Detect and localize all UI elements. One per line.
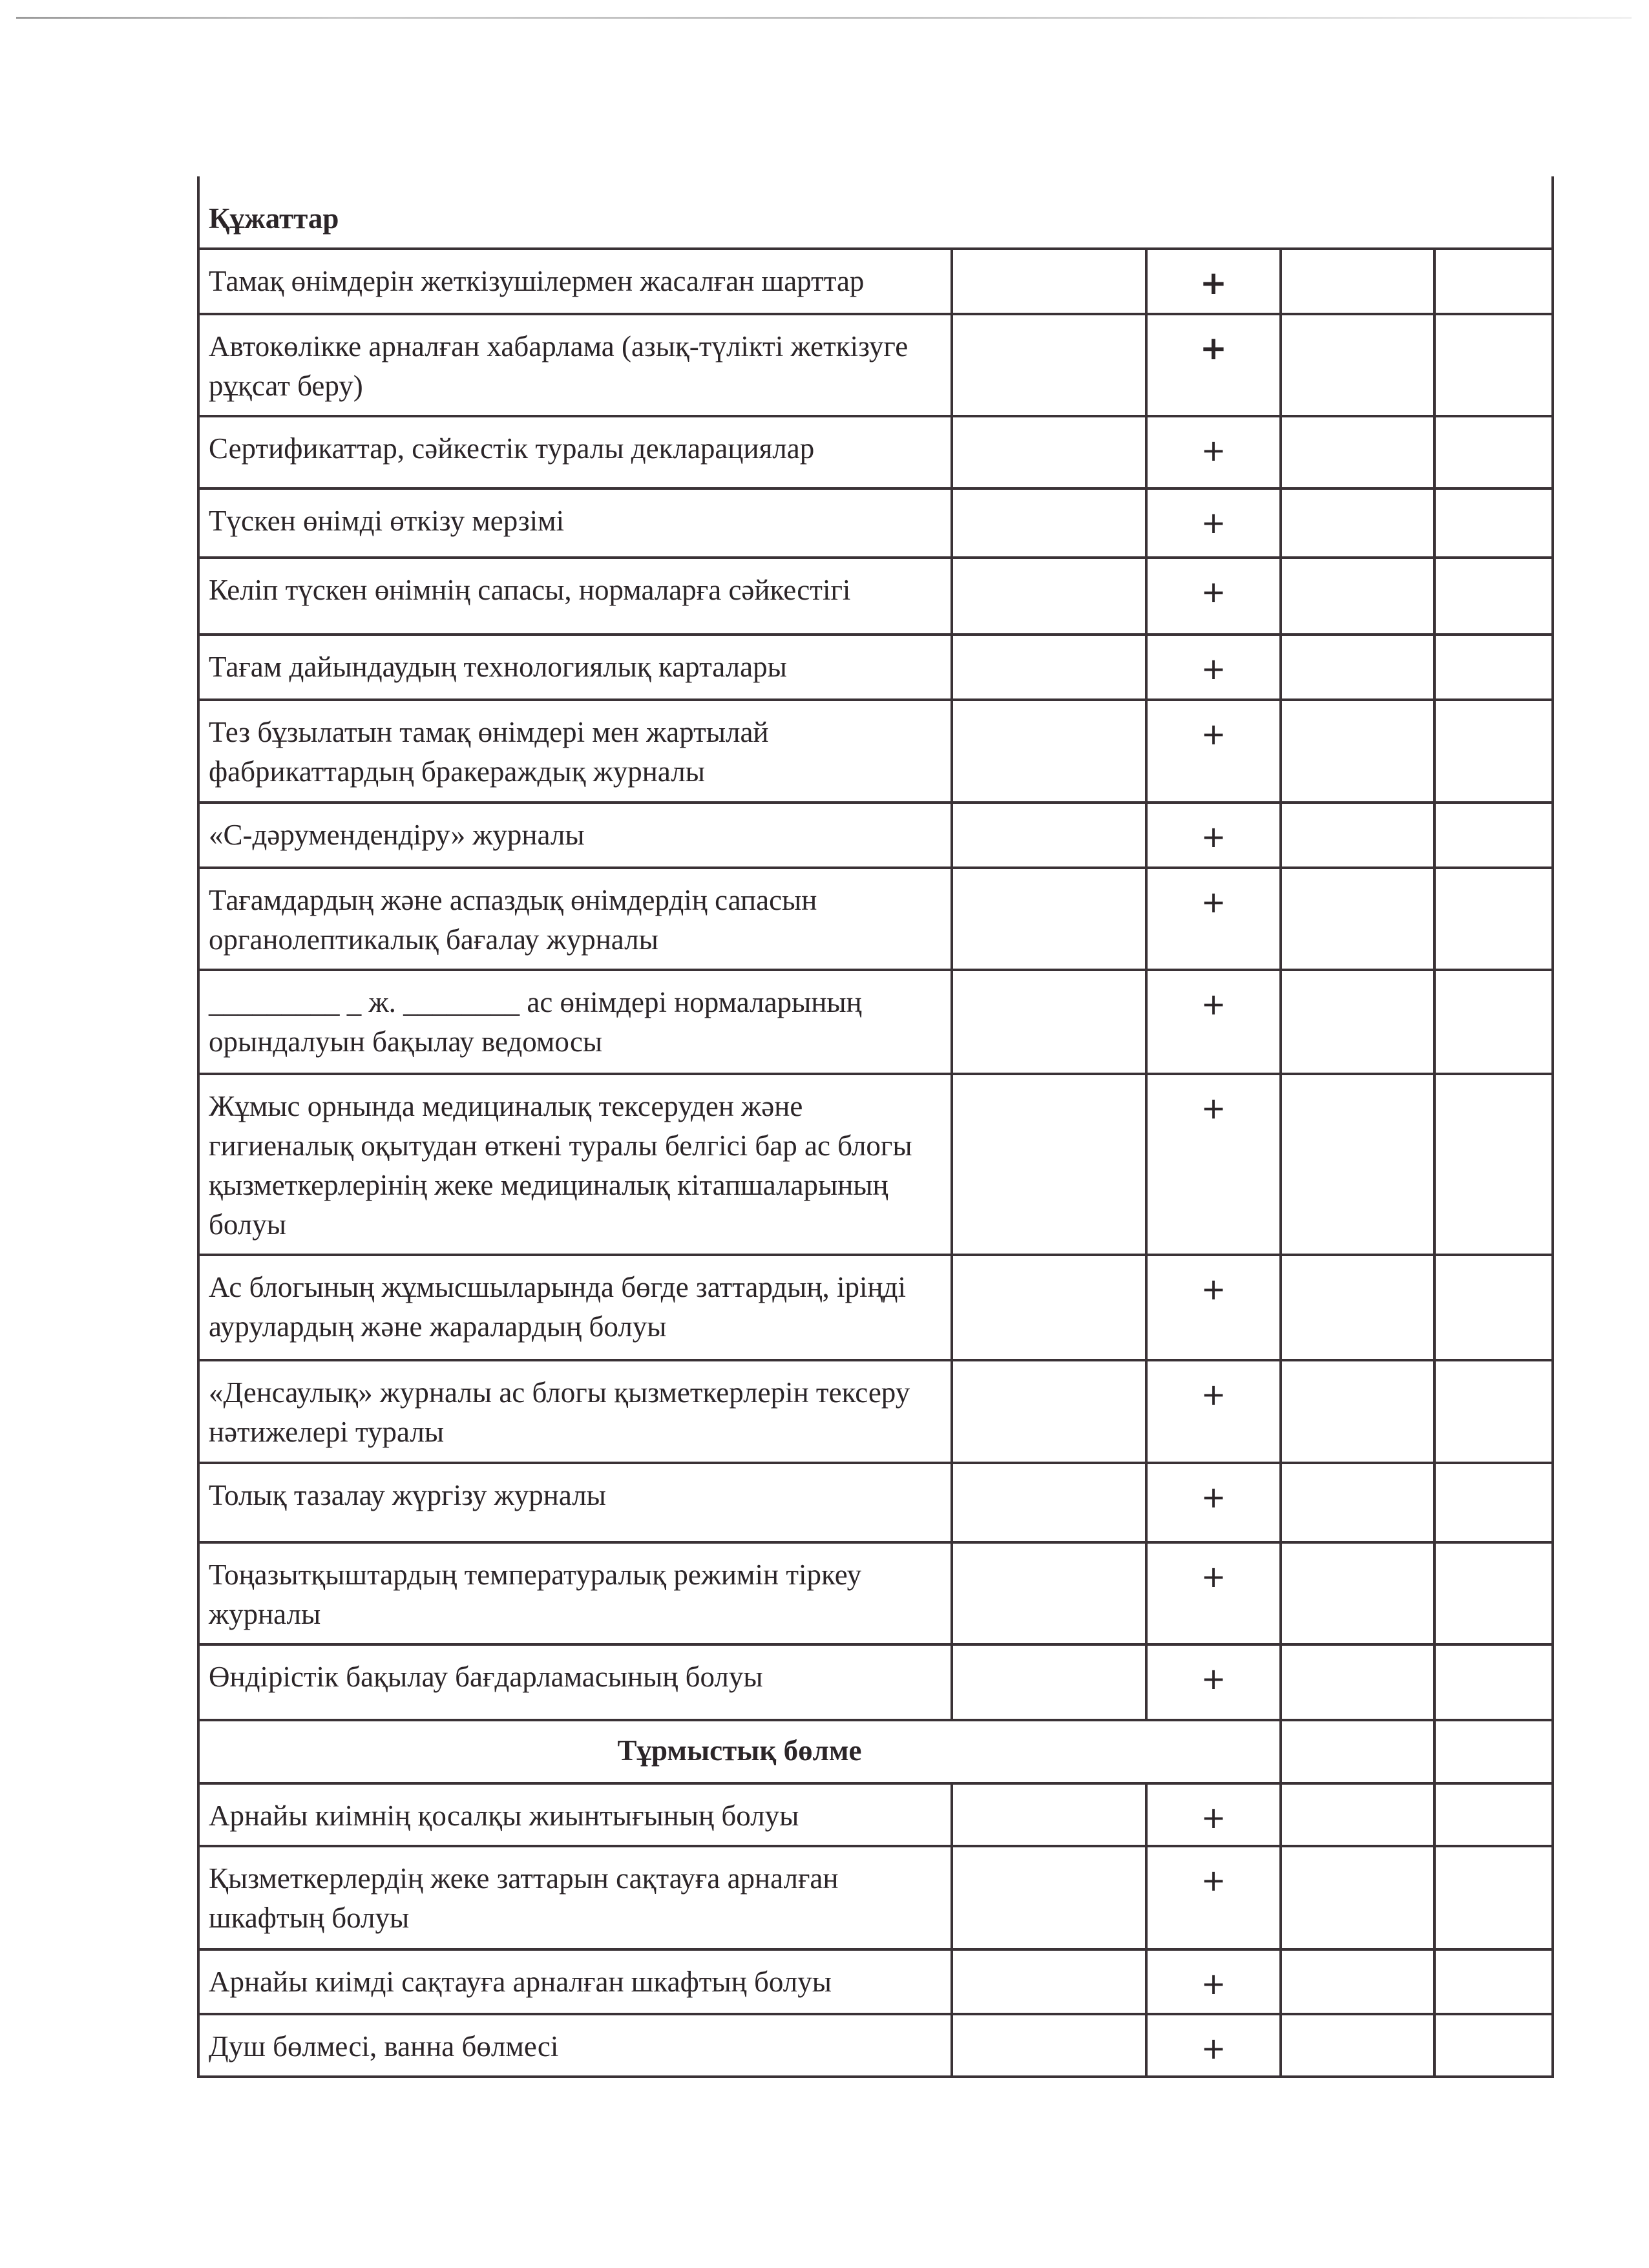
table-row	[198, 868, 1553, 970]
column-d-cell	[1434, 249, 1553, 314]
column-a-cell	[952, 1846, 1146, 1949]
item-label: Қызметкерлердің жеке заттарын сақтауға арналған шкафтың болуы	[209, 1862, 839, 1934]
column-d-cell	[1434, 1644, 1553, 1720]
plus-mark-icon: +	[1201, 651, 1226, 686]
plus-mark-icon: +	[1201, 987, 1226, 1022]
item-label: «С-дәрумендендіру» журналы	[209, 819, 585, 851]
mark-cell	[1146, 1074, 1281, 1255]
column-d-cell	[1434, 488, 1553, 558]
item-label: Тағам дайындаудың технологиялық карталары	[209, 651, 787, 683]
column-c-cell	[1281, 249, 1434, 314]
plus-mark-icon: +	[1201, 574, 1226, 609]
table-row	[198, 803, 1553, 868]
column-a-cell	[952, 1644, 1146, 1720]
plus-mark-icon: +	[1201, 1272, 1226, 1307]
column-a-cell	[952, 1255, 1146, 1360]
plus-mark-icon: +	[1200, 264, 1227, 302]
mark-cell	[1146, 1949, 1281, 2014]
column-d-cell	[1434, 416, 1553, 488]
column-c-cell	[1281, 970, 1434, 1074]
column-d-cell	[1434, 1542, 1553, 1644]
mark-cell	[1146, 1783, 1281, 1846]
column-c-cell	[1281, 1949, 1434, 2014]
column-c-cell	[1281, 1463, 1434, 1542]
mark-cell	[1146, 635, 1281, 700]
column-c-cell	[1281, 635, 1434, 700]
column-d-cell	[1434, 1783, 1553, 1846]
column-a-cell	[952, 970, 1146, 1074]
section-title: Құжаттар	[209, 202, 339, 235]
plus-mark-icon: +	[1201, 1661, 1226, 1696]
column-d-cell	[1434, 1074, 1553, 1255]
column-c-cell	[1281, 868, 1434, 970]
item-label: Тамақ өнімдерін жеткізушілермен жасалған шарттар	[209, 265, 865, 297]
item-cell	[198, 803, 952, 868]
item-label: _________ _ ж. ________ ас өнімдері нормаларының орындалуын бақылау ведомосы	[209, 986, 862, 1058]
plus-mark-icon: +	[1201, 1559, 1226, 1594]
item-cell	[198, 314, 952, 416]
section-header-cell	[198, 1720, 1281, 1783]
column-c-cell	[1281, 1255, 1434, 1360]
plus-mark-icon: +	[1201, 433, 1226, 468]
mark-cell	[1146, 1463, 1281, 1542]
table-row	[198, 558, 1553, 635]
table-row	[198, 1846, 1553, 1949]
column-a-cell	[952, 488, 1146, 558]
item-cell	[198, 1074, 952, 1255]
plus-mark-icon: +	[1201, 1377, 1226, 1412]
column-d-cell	[1434, 970, 1553, 1074]
column-d-cell	[1434, 868, 1553, 970]
table-row	[198, 1783, 1553, 1846]
column-a-cell	[952, 558, 1146, 635]
table-row	[198, 488, 1553, 558]
table-row	[198, 1255, 1553, 1360]
item-cell	[198, 488, 952, 558]
mark-cell	[1146, 314, 1281, 416]
item-cell	[198, 558, 952, 635]
section-header-row	[198, 1720, 1553, 1783]
mark-cell	[1146, 970, 1281, 1074]
item-label: Келіп түскен өнімнің сапасы, нормаларға сәйкестігі	[209, 574, 851, 606]
mark-cell	[1146, 700, 1281, 803]
item-label: Арнайы киімнің қосалқы жиынтығының болуы	[209, 1800, 799, 1832]
item-label: Тез бұзылатын тамақ өнімдері мен жартылай фабрикаттардың бракераждық журналы	[209, 716, 769, 788]
item-cell	[198, 1360, 952, 1463]
table-body	[198, 176, 1553, 2077]
column-d-cell	[1434, 700, 1553, 803]
plus-mark-icon: +	[1201, 505, 1226, 540]
plus-mark-icon: +	[1201, 2031, 1226, 2066]
plus-mark-icon: +	[1201, 717, 1226, 751]
column-a-cell	[952, 249, 1146, 314]
column-c-cell	[1281, 314, 1434, 416]
item-cell	[198, 635, 952, 700]
column-a-cell	[952, 416, 1146, 488]
item-label: Жұмыс орнында медициналық тексеруден және гигиеналық оқытудан өткені туралы белгісі бар ас блогы қызметкерлерінің жеке медициналық кітапшаларының болуы	[209, 1090, 912, 1241]
column-a-cell	[952, 1074, 1146, 1255]
column-c-cell	[1281, 1074, 1434, 1255]
plus-mark-icon: +	[1201, 1480, 1226, 1515]
table-row	[198, 1644, 1553, 1720]
column-d-cell	[1434, 1846, 1553, 1949]
column-d-cell	[1434, 1463, 1553, 1542]
inspection-checklist-table	[197, 176, 1554, 2078]
table-row	[198, 635, 1553, 700]
item-cell	[198, 416, 952, 488]
item-label: «Денсаулық» журналы ас блогы қызметкерлерін тексеру нәтижелері туралы	[209, 1376, 910, 1448]
table-row	[198, 1360, 1553, 1463]
mark-cell	[1146, 416, 1281, 488]
column-a-cell	[952, 1783, 1146, 1846]
table-row	[198, 700, 1553, 803]
item-cell	[198, 1463, 952, 1542]
column-a-cell	[952, 635, 1146, 700]
column-d-cell	[1434, 803, 1553, 868]
item-cell	[198, 700, 952, 803]
item-cell	[198, 1255, 952, 1360]
column-d-cell	[1434, 558, 1553, 635]
column-a-cell	[952, 2014, 1146, 2077]
section-header-row	[198, 176, 1553, 249]
item-cell	[198, 1542, 952, 1644]
item-label: Автокөлікке арналған хабарлама (азық-түлікті жеткізуге рұқсат беру)	[209, 330, 909, 402]
table-row	[198, 314, 1553, 416]
column-a-cell	[952, 1542, 1146, 1644]
column-a-cell	[952, 1463, 1146, 1542]
column-a-cell	[952, 314, 1146, 416]
mark-cell	[1146, 249, 1281, 314]
item-label: Өндірістік бақылау бағдарламасының болуы	[209, 1661, 763, 1693]
mark-cell	[1146, 1255, 1281, 1360]
scan-artifact-line	[16, 17, 1632, 19]
column-d-cell	[1434, 1949, 1553, 2014]
item-cell	[198, 2014, 952, 2077]
column-a-cell	[952, 700, 1146, 803]
item-label: Арнайы киімді сақтауға арналған шкафтың болуы	[209, 1966, 832, 1998]
item-label: Толық тазалау жүргізу журналы	[209, 1479, 606, 1511]
mark-cell	[1146, 2014, 1281, 2077]
column-c-cell	[1281, 558, 1434, 635]
mark-cell	[1146, 868, 1281, 970]
column-c-cell	[1281, 1783, 1434, 1846]
column-c-cell	[1281, 700, 1434, 803]
table-row	[198, 970, 1553, 1074]
column-a-cell	[952, 1949, 1146, 2014]
column-a-cell	[952, 868, 1146, 970]
column-a-cell	[952, 803, 1146, 868]
column-c-cell	[1281, 2014, 1434, 2077]
column-c-cell	[1281, 1644, 1434, 1720]
item-label: Ас блогының жұмысшыларында бөгде заттардың, іріңді аурулардың және жаралардың болуы	[209, 1271, 906, 1343]
mark-cell	[1146, 1542, 1281, 1644]
column-c-cell	[1281, 1542, 1434, 1644]
column-c-cell	[1281, 488, 1434, 558]
mark-cell	[1146, 803, 1281, 868]
plus-mark-icon: +	[1201, 819, 1226, 854]
table-row	[198, 1074, 1553, 1255]
column-c-cell	[1281, 1720, 1434, 1783]
table-row	[198, 249, 1553, 314]
column-d-cell	[1434, 2014, 1553, 2077]
plus-mark-icon: +	[1201, 1966, 1226, 2001]
column-d-cell	[1434, 314, 1553, 416]
mark-cell	[1146, 1644, 1281, 1720]
column-c-cell	[1281, 1846, 1434, 1949]
item-cell	[198, 970, 952, 1074]
column-c-cell	[1281, 1360, 1434, 1463]
table-row	[198, 1949, 1553, 2014]
item-label: Душ бөлмесі, ванна бөлмесі	[209, 2030, 559, 2063]
item-label: Сертификаттар, сәйкестік туралы декларациялар	[209, 432, 815, 465]
plus-mark-icon: +	[1201, 885, 1226, 919]
column-c-cell	[1281, 416, 1434, 488]
mark-cell	[1146, 488, 1281, 558]
item-cell	[198, 1949, 952, 2014]
item-cell	[198, 1783, 952, 1846]
plus-mark-icon: +	[1201, 1800, 1226, 1835]
column-d-cell	[1434, 1360, 1553, 1463]
column-d-cell	[1434, 635, 1553, 700]
mark-cell	[1146, 1846, 1281, 1949]
item-label: Түскен өнімді өткізу мерзімі	[209, 505, 565, 537]
column-d-cell	[1434, 1255, 1553, 1360]
mark-cell	[1146, 558, 1281, 635]
item-cell	[198, 1846, 952, 1949]
plus-mark-icon: +	[1201, 1091, 1226, 1126]
section-title: Тұрмыстық бөлме	[617, 1734, 862, 1767]
column-c-cell	[1281, 803, 1434, 868]
plus-mark-icon: +	[1200, 330, 1227, 367]
item-label: Тағамдардың және аспаздық өнімдердің сапасын органолептикалық бағалау журналы	[209, 884, 817, 956]
column-d-cell	[1434, 1720, 1553, 1783]
column-a-cell	[952, 1360, 1146, 1463]
mark-cell	[1146, 1360, 1281, 1463]
table-row	[198, 2014, 1553, 2077]
table-row	[198, 1542, 1553, 1644]
plus-mark-icon: +	[1201, 1863, 1226, 1898]
table-row	[198, 416, 1553, 488]
item-cell	[198, 249, 952, 314]
section-header-cell	[198, 176, 1553, 249]
item-label: Тоңазытқыштардың температуралық режимін тіркеу журналы	[209, 1559, 862, 1630]
item-cell	[198, 868, 952, 970]
item-cell	[198, 1644, 952, 1720]
table-row	[198, 1463, 1553, 1542]
